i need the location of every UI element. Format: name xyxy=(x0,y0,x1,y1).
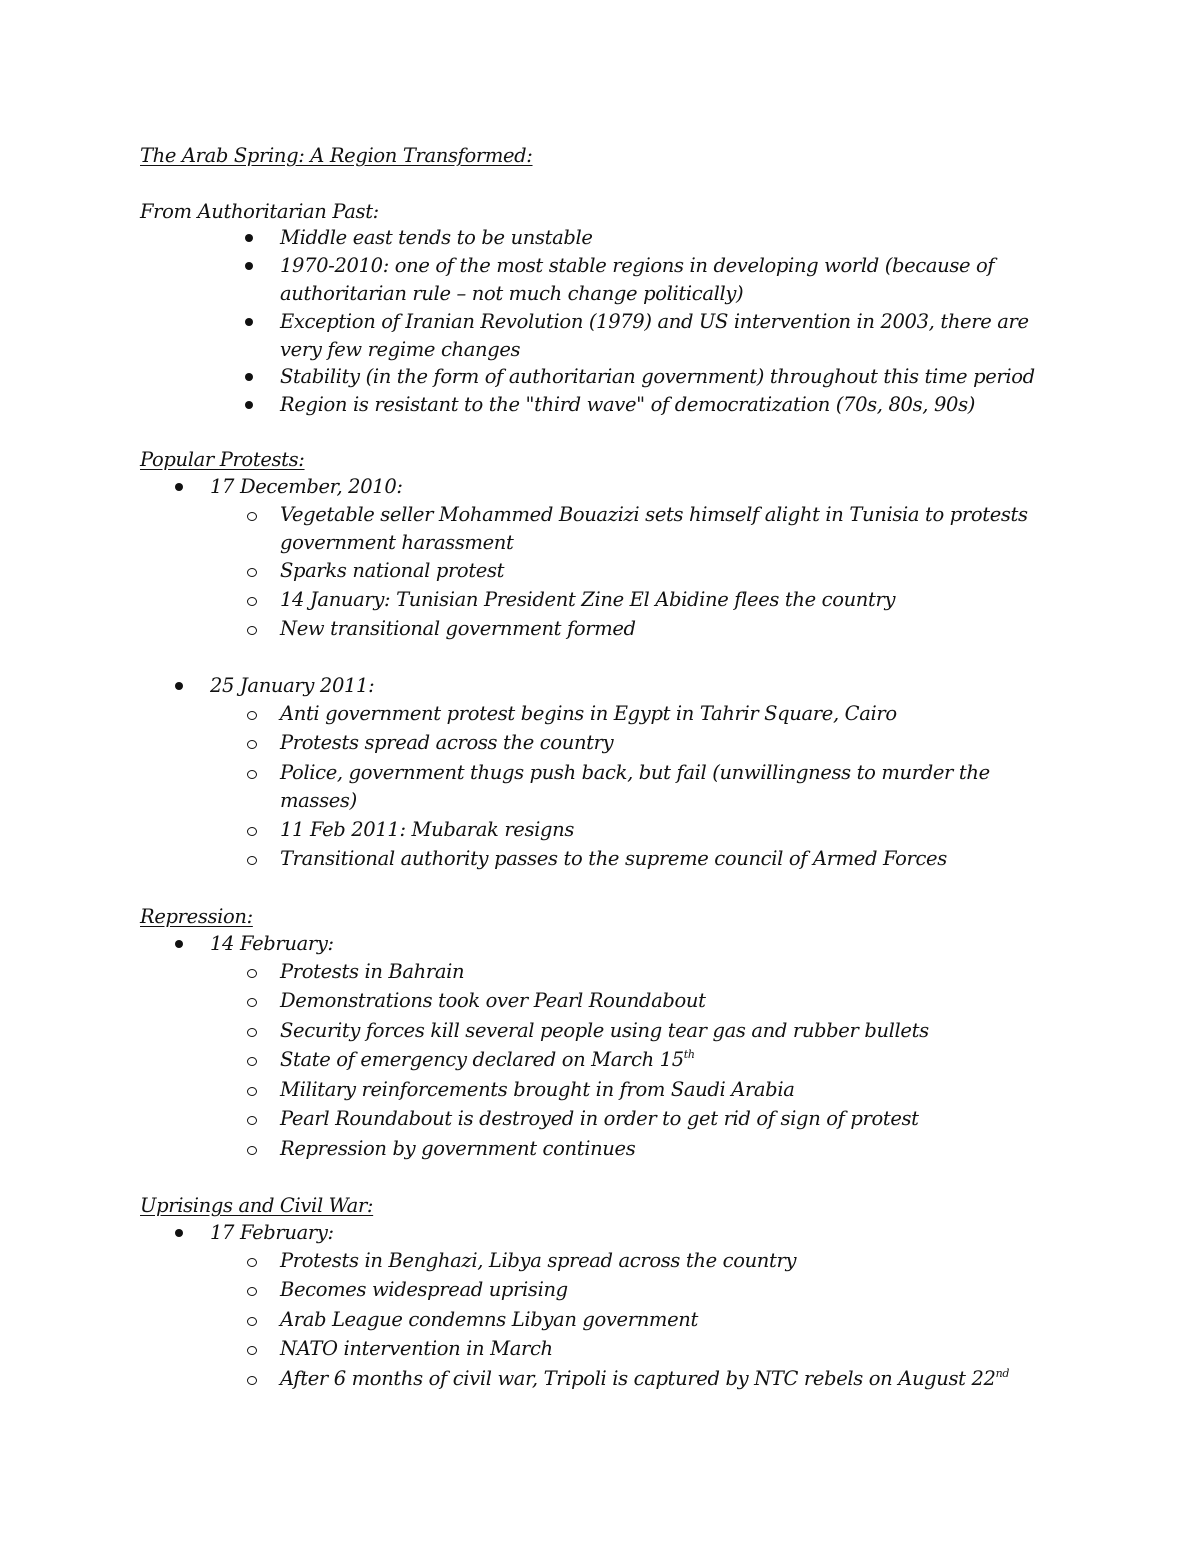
sub-bullet-icon xyxy=(247,512,257,521)
list-item: Police, government thugs push back, but fail (unwillingness to murder the xyxy=(280,761,990,784)
sub-bullet-icon xyxy=(247,1287,257,1296)
list-item: Exception of Iranian Revolution (1979) and US intervention in 2003, there are xyxy=(280,310,1029,333)
sub-bullet-icon xyxy=(247,1116,257,1125)
list-item: 14 January: Tunisian President Zine El Abidine flees the country xyxy=(280,588,896,611)
list-item: very few regime changes xyxy=(280,338,521,361)
list-item: 11 Feb 2011: Mubarak resigns xyxy=(280,818,575,841)
section-heading-protests: Popular Protests: xyxy=(140,448,305,471)
document-title: The Arab Spring: A Region Transformed: xyxy=(140,144,533,167)
list-item: Protests spread across the country xyxy=(280,731,614,754)
bullet-icon xyxy=(245,401,253,409)
sub-bullet-icon xyxy=(247,856,257,865)
list-item: Region is resistant to the "third wave" of democratization (70s, 80s, 90s) xyxy=(280,393,975,416)
date-heading: 14 February: xyxy=(210,932,334,955)
date-heading: 17 February: xyxy=(210,1221,334,1244)
sub-bullet-icon xyxy=(247,998,257,1007)
bullet-icon xyxy=(175,1229,183,1237)
list-item-text: State of emergency declared on March 15 xyxy=(280,1048,684,1071)
ordinal-suffix: th xyxy=(683,1048,695,1061)
list-item: Security forces kill several people using tear gas and rubber bullets xyxy=(280,1019,929,1042)
sub-bullet-icon xyxy=(247,827,257,836)
sub-bullet-icon xyxy=(247,770,257,779)
sub-bullet-icon xyxy=(247,1087,257,1096)
list-item-august-22 xyxy=(280,1367,1009,1391)
list-item: Military reinforcements brought in from Saudi Arabia xyxy=(280,1078,795,1101)
sub-bullet-icon xyxy=(247,711,257,720)
bullet-icon xyxy=(175,940,183,948)
list-item: Pearl Roundabout is destroyed in order to get rid of sign of protest xyxy=(280,1107,919,1130)
date-heading: 25 January 2011: xyxy=(210,674,375,697)
list-item: Becomes widespread uprising xyxy=(280,1278,568,1301)
sub-bullet-icon xyxy=(247,597,257,606)
date-heading: 17 December, 2010: xyxy=(210,475,403,498)
bullet-icon xyxy=(175,483,183,491)
bullet-icon xyxy=(245,318,253,326)
list-item: Anti government protest begins in Egypt in Tahrir Square, Cairo xyxy=(280,702,897,725)
sub-bullet-icon xyxy=(247,969,257,978)
sub-bullet-icon xyxy=(247,1317,257,1326)
list-item: Protests in Bahrain xyxy=(280,960,465,983)
ordinal-suffix: nd xyxy=(995,1367,1010,1380)
bullet-icon xyxy=(245,262,253,270)
sub-bullet-icon xyxy=(247,1258,257,1267)
bullet-icon xyxy=(175,682,183,690)
section-heading-civil-war: Uprisings and Civil War: xyxy=(140,1194,374,1217)
list-item: masses) xyxy=(280,789,357,812)
list-item: authoritarian rule – not much change politically) xyxy=(280,282,744,305)
list-item: 1970-2010: one of the most stable regions in developing world (because of xyxy=(280,254,995,277)
sub-bullet-icon xyxy=(247,1376,257,1385)
bullet-icon xyxy=(245,373,253,381)
sub-bullet-icon xyxy=(247,1146,257,1155)
list-item: Sparks national protest xyxy=(280,559,505,582)
section-heading-past: From Authoritarian Past: xyxy=(140,200,379,223)
list-item: New transitional government formed xyxy=(280,617,636,640)
list-item: NATO intervention in March xyxy=(280,1337,553,1360)
list-item: Middle east tends to be unstable xyxy=(280,226,593,249)
sub-bullet-icon xyxy=(247,1346,257,1355)
sub-bullet-icon xyxy=(247,1028,257,1037)
list-item-march-15 xyxy=(280,1048,695,1072)
sub-bullet-icon xyxy=(247,1057,257,1066)
list-item: Protests in Benghazi, Libya spread across the country xyxy=(280,1249,797,1272)
bullet-icon xyxy=(245,234,253,242)
list-item: Vegetable seller Mohammed Bouazizi sets himself alight in Tunisia to protests xyxy=(280,503,1028,526)
sub-bullet-icon xyxy=(247,568,257,577)
list-item: Transitional authority passes to the supreme council of Armed Forces xyxy=(280,847,947,870)
list-item: Repression by government continues xyxy=(280,1137,636,1160)
list-item: Stability (in the form of authoritarian government) throughout this time period xyxy=(280,365,1035,388)
list-item: Arab League condemns Libyan government xyxy=(280,1308,698,1331)
list-item: government harassment xyxy=(280,531,514,554)
section-heading-repression: Repression: xyxy=(140,905,253,928)
list-item: Demonstrations took over Pearl Roundabout xyxy=(280,989,706,1012)
sub-bullet-icon xyxy=(247,740,257,749)
sub-bullet-icon xyxy=(247,626,257,635)
list-item-text: After 6 months of civil war, Tripoli is captured by NTC rebels on August 22 xyxy=(280,1367,996,1390)
